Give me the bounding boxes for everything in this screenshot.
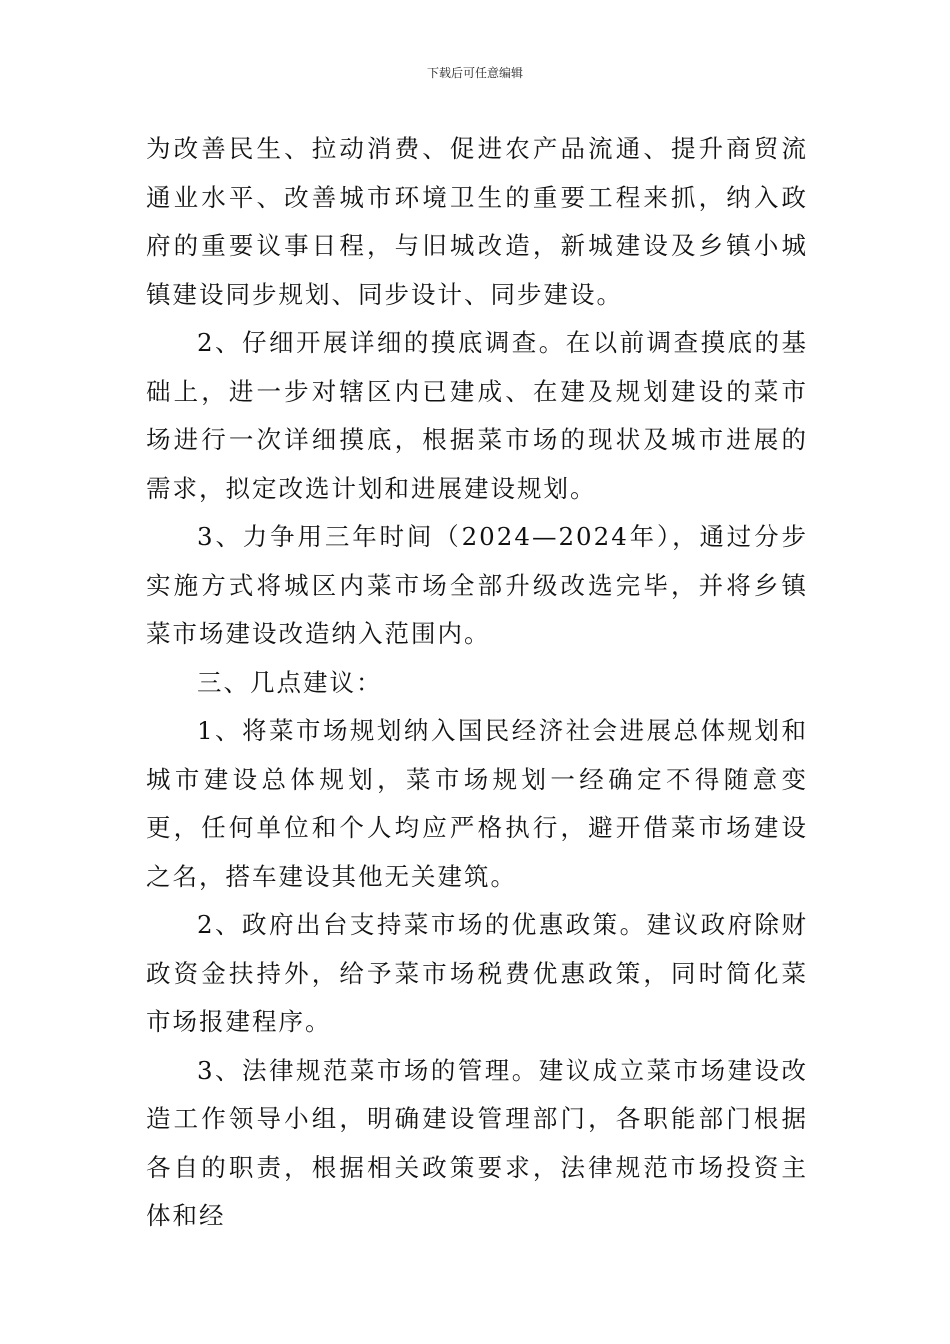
paragraph-item-3-timeline: 3、力争用三年时间（2024—2024年），通过分步实施方式将城区内菜市场全部升级改选完毕，并将乡镇菜市场建设改造纳入范围内。 [146,522,808,648]
paragraph-suggestion-1: 1、将菜市场规划纳入国民经济社会进展总体规划和城市建设总体规划，菜市场规划一经确定不得随意变更，任何单位和个人均应严格执行，避开借菜市场建设之名，搭车建设其他无关建筑。 [146,716,808,891]
page-header-note: 下载后可任意编辑 [426,66,523,80]
document-body [146,125,808,1241]
section-heading-suggestions: 三、几点建议： [197,667,383,697]
paragraph-suggestion-3: 3、法律规范菜市场的管理。建议成立菜市场建设改造工作领导小组，明确建设管理部门，各职能部门根据各自的职责，根据相关政策要求，法律规范市场投资主体和经 [146,1055,808,1230]
paragraph-continued: 为改善民生、拉动消费、促进农产品流通、提升商贸流通业水平、改善城市环境卫生的重要工程来抓，纳入政府的重要议事日程，与旧城改造，新城建设及乡镇小城镇建设同步规划、同步设计、同步建设。 [146,134,808,309]
paragraph-suggestion-2: 2、政府出台支持菜市场的优惠政策。建议政府除财政资金扶持外，给予菜市场税费优惠政策，同时简化菜市场报建程序。 [146,910,808,1036]
paragraph-item-2-survey: 2、仔细开展详细的摸底调查。在以前调查摸底的基础上，进一步对辖区内已建成、在建及规划建设的菜市场进行一次详细摸底，根据菜市场的现状及城市进展的需求，拟定改选计划和进展建设规划。 [146,328,808,503]
